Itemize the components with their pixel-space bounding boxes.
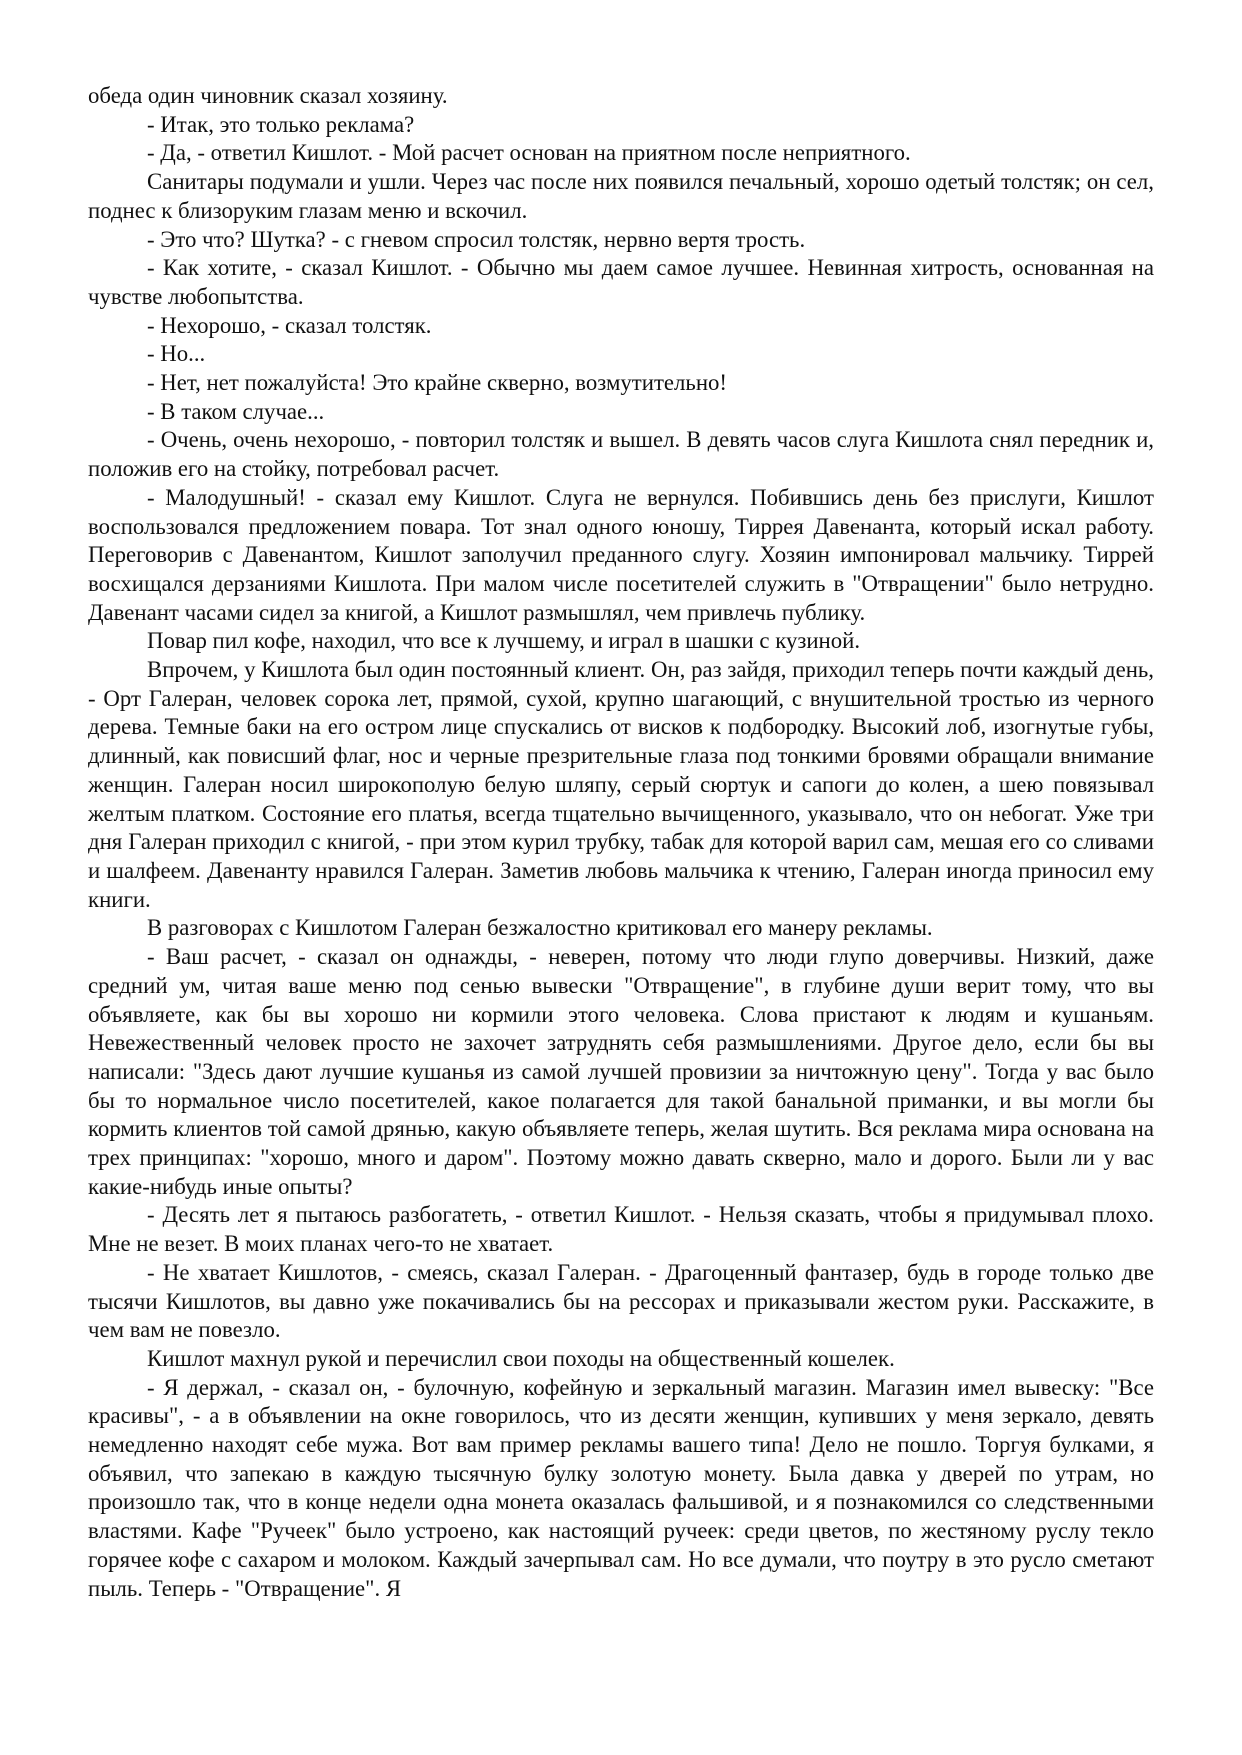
document-page xyxy=(88,82,1154,1603)
paragraph-20: - Я держал, - сказал он, - булочную, кофейную и зеркальный магазин. Магазин имел вывеску: "Все красивы", - а в объявлении на окне говорилось, что из десяти женщин, купивших у меня зеркало, девять немедленно находят себе мужа. Вот вам пример рекламы вашего типа! Дело не пошло. Торгуя булками, я объявил, что запекаю в каждую тысячную булку золотую монету. Была давка у дверей по утрам, но произошло так, что в конце недели одна монета оказалась фальшивой, и я познакомился со следственными властями. Кафе "Ручеек" было устроено, как настоящий ручеек: среди цветов, по жестяному руслу текло горячее кофе с сахаром и молоком. Каждый зачерпывал сам. Но все думали, что поутру в это русло сметают пыль. Теперь - "Отвращение". Я xyxy=(88,1374,1154,1601)
paragraph-4: Санитары подумали и ушли. Через час после них появился печальный, хорошо одетый толстяк; он сел, поднес к близоруким глазам меню и вскочил. xyxy=(88,169,1154,223)
paragraph-6: - Как хотите, - сказал Кишлот. - Обычно мы даем самое лучшее. Невинная хитрость, основанная на чувстве любопытства. xyxy=(88,255,1154,309)
paragraph-19: Кишлот махнул рукой и перечислил свои походы на общественный кошелек. xyxy=(147,1345,895,1371)
paragraph-15: В разговорах с Кишлотом Галеран безжалостно критиковал его манеру рекламы. xyxy=(147,915,933,941)
paragraph-7: - Нехорошо, - сказал толстяк. xyxy=(147,312,432,338)
paragraph-8: - Но... xyxy=(147,341,206,367)
paragraph-11: - Очень, очень нехорошо, - повторил толстяк и вышел. В девять часов слуга Кишлота снял передник и, положив его на стойку, потребовал расчет. xyxy=(88,427,1154,482)
paragraph-3: - Да, - ответил Кишлот. - Мой расчет основан на приятном после неприятного. xyxy=(147,140,911,166)
paragraph-10: - В таком случае... xyxy=(147,398,325,424)
paragraph-18: - Не хватает Кишлотов, - смеясь, сказал Галеран. - Драгоценный фантазер, будь в городе только две тысячи Кишлотов, вы давно уже покачивались бы на рессорах и приказывали жестом руки. Расскажите, в чем вам не повезло. xyxy=(88,1259,1154,1343)
paragraph-13: Повар пил кофе, находил, что все к лучшему, и играл в шашки с кузиной. xyxy=(147,628,861,654)
paragraph-2: - Итак, это только реклама? xyxy=(147,111,415,137)
paragraph-5: - Это что? Шутка? - с гневом спросил толстяк, нервно вертя трость. xyxy=(147,226,806,252)
paragraph-continued: обеда один чиновник сказал хозяину. xyxy=(88,83,448,108)
paragraph-17: - Десять лет я пытаюсь разбогатеть, - ответил Кишлот. - Нельзя сказать, чтобы я придумывал плохо. Мне не везет. В моих планах чего-то не хватает. xyxy=(88,1202,1154,1257)
paragraph-16: - Ваш расчет, - сказал он однажды, - неверен, потому что люди глупо доверчивы. Низкий, даже средний ум, читая ваше меню под сенью вывески "Отвращение", в глубине души верит тому, что вы объявляете, как бы вы хорошо ни кормили этого человека. Слова пристают к людям и кушаньям. Невежественный человек просто не захочет затруднять себя размышлениями. Другое дело, если бы вы написали: "Здесь дают лучшие кушанья из самой лучшей провизии за ничтожную цену". Тогда у вас было бы то нормальное число посетителей, какое полагается для такой банальной приманки, и вы могли бы кормить клиентов той самой дрянью, какую объявляете теперь, желая шутить. Вся реклама мира основана на трех принципах: "хорошо, много и даром". Поэтому можно давать скверно, мало и дорого. Были ли у вас какие-нибудь иные опыты? xyxy=(88,944,1154,1199)
paragraph-12: - Малодушный! - сказал ему Кишлот. Слуга не вернулся. Побившись день без прислуги, Кишлот воспользовался предложением повара. Тот знал одного юношу, Тиррея Давенанта, который искал работу. Переговорив с Давенантом, Кишлот заполучил преданного слугу. Хозяин импонировал мальчику. Тиррей восхищался дерзаниями Кишлота. При малом числе посетителей служить в "Отвращении" было нетрудно. Давенант часами сидел за книгой, а Кишлот размышлял, чем привлечь публику. xyxy=(88,484,1154,625)
paragraph-9: - Нет, нет пожалуйста! Это крайне скверно, возмутительно! xyxy=(147,370,728,396)
paragraph-14: Впрочем, у Кишлота был один постоянный клиент. Он, раз зайдя, приходил теперь почти каждый день, - Орт Галеран, человек сорока лет, прямой, сухой, крупно шагающий, с внушительной тростью из черного дерева. Темные баки на его остром лице спускались от висков к подбородку. Высокий лоб, изогнутые губы, длинный, как повисший флаг, нос и черные презрительные глаза под тонкими бровями обращали внимание женщин. Галеран носил широкополую белую шляпу, серый сюртук и сапоги до колен, а шею повязывал желтым платком. Состояние его платья, всегда тщательно вычищенного, указывало, что он небогат. Уже три дня Галеран приходил с книгой, - при этом курил трубку, табак для которой варил сам, мешая его со сливами и шалфеем. Давенанту нравился Галеран. Заметив любовь мальчика к чтению, Галеран иногда приносил ему книги. xyxy=(88,657,1154,912)
